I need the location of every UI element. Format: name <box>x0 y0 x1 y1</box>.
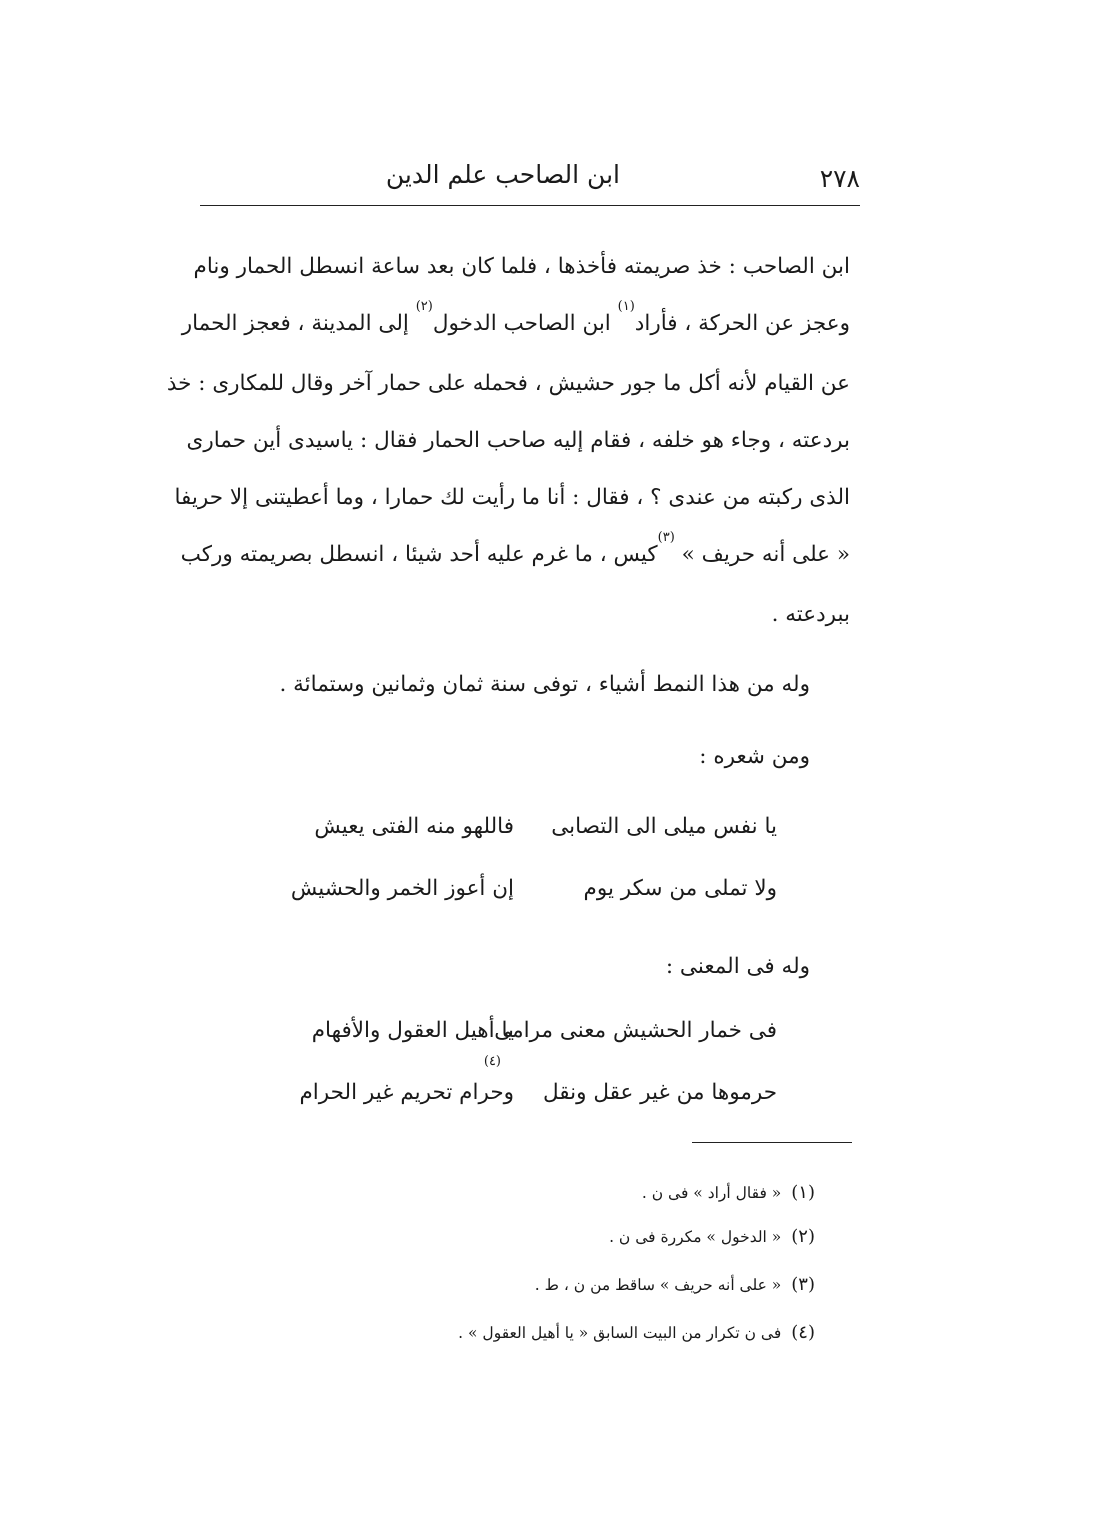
running-title: ابن الصاحب علم الدين <box>385 160 620 189</box>
footnote-3-text: « على أنه حريف » ساقط من ن ، ط . <box>534 1276 782 1294</box>
footnote-3-number: (٣) <box>791 1274 815 1295</box>
verse-2-left: إن أعوز الخمر والحشيش <box>290 876 514 901</box>
footnote-4-text: فى ن تكرار من البيت السابق « يا أهيل العقول » . <box>458 1324 782 1342</box>
page-number: ٢٧٨ <box>819 164 860 193</box>
body-line-5: الذى ركبته من عندى ؟ ، فقال : أنا ما رأيت لك حمارا ، وما أعطيتنى إلا حريفا <box>174 485 850 510</box>
body-line-7: ببردعته . <box>771 602 850 627</box>
footnote-2-number: (٢) <box>791 1226 815 1247</box>
body-line-2b: ابن الصاحب الدخول <box>432 311 611 336</box>
footnote-1-text: « فقال أراد » فى ن . <box>641 1184 782 1202</box>
footnote-ref-1: (١) <box>617 299 635 314</box>
footnote-ref-4: (٤) <box>483 1054 501 1069</box>
verse-1-right: يا نفس ميلى الى التصابى <box>551 814 777 839</box>
body-line-6a: « على أنه حريف » <box>681 542 850 567</box>
footnote-ref-3: (٣) <box>657 530 675 545</box>
footnote-ref-2: (٢) <box>415 299 433 314</box>
death-paragraph: وله من هذا النمط أشياء ، توفى سنة ثمان وثمانين وستمائة . <box>279 672 810 697</box>
footnote-3 <box>535 1274 815 1295</box>
body-line-2c: إلى المدينة ، فعجز الحمار <box>181 311 409 336</box>
header-rule <box>200 205 860 206</box>
footnote-2-text: « الدخول » مكررة فى ن . <box>609 1228 782 1246</box>
body-line-1: ابن الصاحب : خذ صريمته فأخذها ، فلما كان بعد ساعة انسطل الحمار ونام <box>193 254 850 279</box>
body-line-2 <box>181 295 850 355</box>
verse-3-right: فى خمار الحشيش معنى مرامى <box>494 1018 777 1043</box>
verse-1-left: فاللهو منه الفتى يعيش <box>314 814 514 839</box>
verse-4-left: وحرام تحريم غير الحرام <box>299 1080 514 1105</box>
footnote-4-number: (٤) <box>791 1322 815 1343</box>
page-header <box>200 158 860 198</box>
main-paragraph <box>166 238 850 643</box>
body-line-6 <box>180 526 850 586</box>
body-line-3: عن القيام لأنه أكل ما جور حشيش ، فحمله على حمار آخر وقال للمكارى : خذ <box>166 371 850 396</box>
body-line-4: بردعته ، وجاء هو خلفه ، فقام إليه صاحب الحمار فقال : ياسيدى أين حمارى <box>186 428 850 453</box>
footnote-1-number: (١) <box>791 1182 815 1203</box>
poetry-intro-2: وله فى المعنى : <box>665 954 810 979</box>
verse-2-right: ولا تملى من سكر يوم <box>583 876 777 901</box>
footnote-rule <box>692 1142 852 1143</box>
body-line-2a: وعجز عن الحركة ، فأراد <box>634 311 850 336</box>
poetry-intro-1: ومن شعره : <box>699 744 810 769</box>
verse-4-right: حرموها من غير عقل ونقل <box>543 1080 777 1105</box>
footnote-1 <box>642 1182 815 1203</box>
footnote-2 <box>609 1226 815 1247</box>
footnote-4 <box>458 1322 815 1343</box>
verse-3-left: يا أهيل العقول والأفهام <box>311 1018 514 1043</box>
body-line-6b: كيس ، ما غرم عليه أحد شيئا ، انسطل بصريمته وركب <box>180 542 658 567</box>
